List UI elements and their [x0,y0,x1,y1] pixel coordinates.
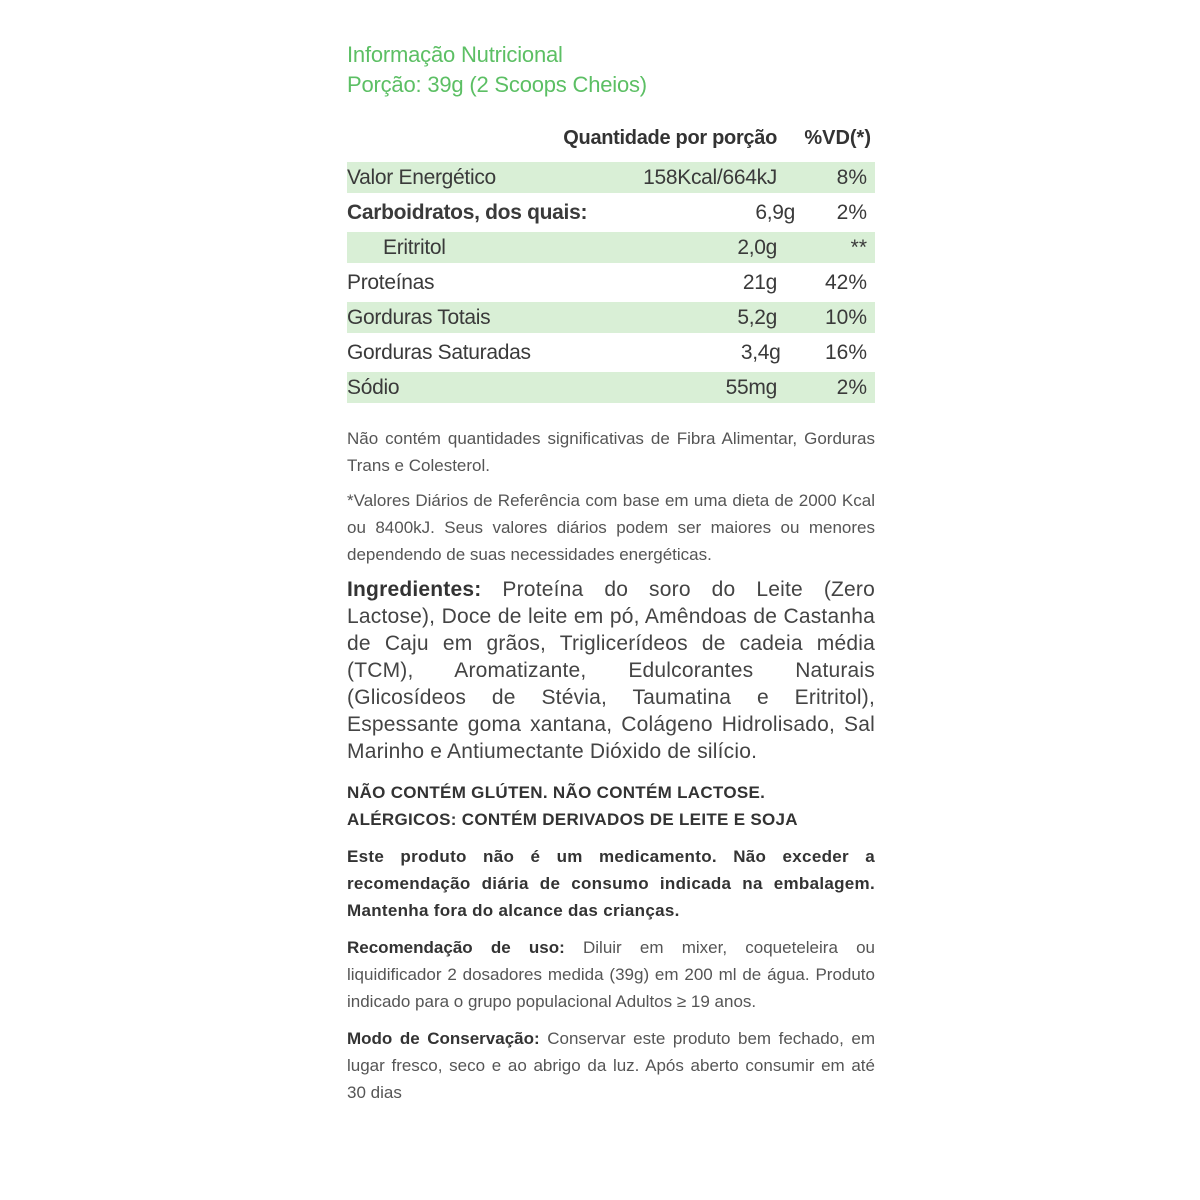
nutrient-name: Gorduras Totais [347,305,491,329]
header-daily-value: %VD(*) [804,126,871,149]
nutrient-name: Carboidratos, dos quais: [347,200,588,224]
nutrient-daily-value: 16% [824,340,867,364]
storage-instructions [347,1025,875,1106]
table-row [347,267,875,298]
header-quantity: Quantidade por porção [563,126,777,149]
nutrition-label [347,40,875,1106]
nutrient-daily-value: 8% [836,165,867,189]
storage-text: Conservar este produto bem fechado, em lugar fresco, seco e ao abrigo da luz. Após aberto consumir em até 30 dias [347,1029,875,1102]
ingredients-text: Proteína do soro do Leite (Zero Lactose), Doce de leite em pó, Amêndoas de Castanha de Caju em grãos, Triglicerídeos de cadeia média (TCM), Aromatizante, Edulcorantes Naturais (Glicosídeos de Stévia, Taumatina e Eritritol), Espessante goma xantana, Colágeno Hidrolisado, Sal Marinho e Antiumectante Dióxido de silício. [347,578,875,763]
nutrient-daily-value: 2% [836,375,867,399]
nutrient-quantity: 5,2g [737,305,777,329]
table-header [347,120,875,156]
nutrient-name: Gorduras Saturadas [347,340,531,364]
table-row [347,232,875,263]
table-row [347,197,875,228]
nutrient-daily-value: 10% [824,305,867,329]
gluten-lactose-statement: NÃO CONTÉM GLÚTEN. NÃO CONTÉM LACTOSE. [347,783,766,802]
table-row [347,337,875,368]
nutrient-quantity: 3,4g [740,340,781,364]
allergen-section [347,779,875,833]
nutrient-quantity: 6,9g [755,200,796,224]
nutrient-daily-value: 42% [824,270,867,294]
reference-values-note: *Valores Diários de Referência com base em uma dieta de 2000 Kcal ou 8400kJ. Seus valores diários podem ser maiores ou menores dependendo de suas necessidades energéticas. [347,491,875,564]
nutrient-name: Valor Energético [347,165,496,189]
ingredients-label: Ingredientes: [347,578,482,601]
nutrient-daily-value: 2% [836,200,867,224]
table-row [347,372,875,403]
nutrient-quantity: 55mg [725,375,777,399]
nutrient-quantity: 2,0g [737,235,777,259]
table-row [347,302,875,333]
ingredients-section [347,576,875,765]
nutrient-daily-value: ** [850,235,867,259]
usage-label: Recomendação de uso: [347,938,565,957]
nutrient-name: Eritritol [383,235,446,259]
nutrient-name: Sódio [347,375,400,399]
medication-warning: Este produto não é um medicamento. Não exceder a recomendação diária de consumo indicada na embalagem. Mantenha fora do alcance das crianças. [347,847,875,920]
portion-size: Porção: 39g (2 Scoops Cheios) [347,72,647,97]
nutrient-quantity: 21g [742,270,777,294]
nutrition-title: Informação Nutricional [347,42,563,67]
storage-label: Modo de Conservação: [347,1029,540,1048]
allergen-statement: ALÉRGICOS: CONTÉM DERIVADOS DE LEITE E SOJA [347,810,798,829]
usage-text: Diluir em mixer, coqueteleira ou liquidificador 2 dosadores medida (39g) em 200 ml de água. Produto indicado para o grupo populacional Adultos ≥ 19 anos. [347,938,876,1011]
nutrient-name: Proteínas [347,270,435,294]
table-row [347,162,875,193]
nutrient-quantity: 158Kcal/664kJ [643,165,777,189]
no-significant-note: Não contém quantidades significativas de Fibra Alimentar, Gorduras Trans e Colesterol. [347,429,875,475]
table-footnotes [347,425,875,568]
usage-recommendation [347,934,875,1015]
nutrition-table [347,120,875,403]
